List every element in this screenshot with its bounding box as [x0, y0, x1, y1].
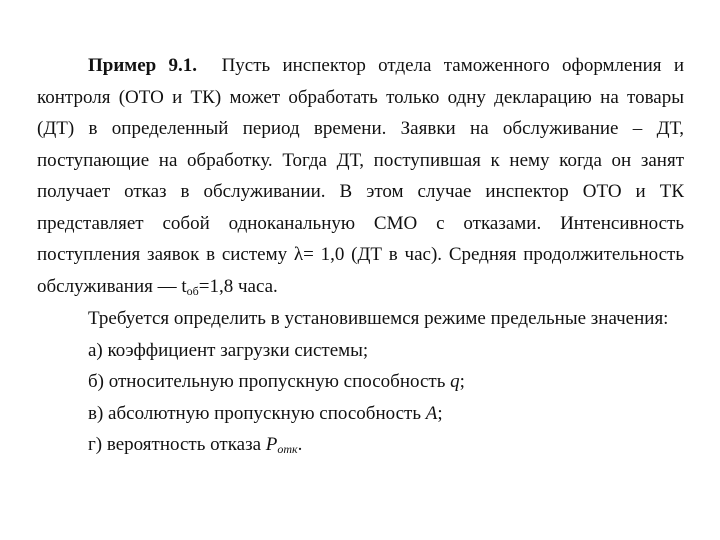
item-tail: .: [297, 434, 303, 455]
item-text: в) абсолютную пропускную способность: [88, 402, 426, 424]
list-item: [37, 366, 684, 398]
example-paragraph: [37, 50, 684, 302]
item-variable-subscript: отк: [277, 442, 298, 456]
list-item: [37, 335, 684, 367]
item-variable: P: [265, 434, 278, 455]
example-label-text: Пример 9.1: [88, 55, 193, 76]
item-text: б) относительную пропускную способность: [88, 371, 451, 392]
example-label: [88, 55, 197, 76]
item-text: а) коэффициент загрузки системы;: [88, 339, 369, 361]
item-tail: ;: [459, 371, 465, 392]
example-label-dot: .: [192, 55, 198, 76]
requirement-list: [37, 335, 684, 461]
item-variable: A: [425, 402, 438, 424]
item-tail: ;: [437, 402, 443, 424]
example-text-part2: =1,8 часа.: [198, 275, 278, 297]
document-page: [37, 50, 684, 461]
item-variable: q: [450, 371, 460, 392]
t-subscript: об: [186, 283, 199, 298]
example-text-part1: Пусть инспектор отдела таможенного оформления и контроля (ОТО и ТК) может обработать только одну декларацию на товары (ДТ) в определенный период времени. Заявки на обслуживание – ДТ, поступающие на обработку. Тогда ДТ, поступившая к нему когда он занят получает отказ в обслуживании. В этом случае инспектор ОТО и ТК представляет собой одноканальную СМО с отказами. Интенсивность поступления заявок в систему λ= 1,0 (ДТ в час). Средняя продолжительность обслуживания — t: [37, 55, 684, 297]
list-item: [37, 398, 684, 430]
list-item: [37, 429, 684, 461]
item-text: г) вероятность отказа: [88, 434, 266, 455]
requirement-paragraph: Требуется определить в установившемся режиме предельные значения:: [88, 308, 669, 329]
